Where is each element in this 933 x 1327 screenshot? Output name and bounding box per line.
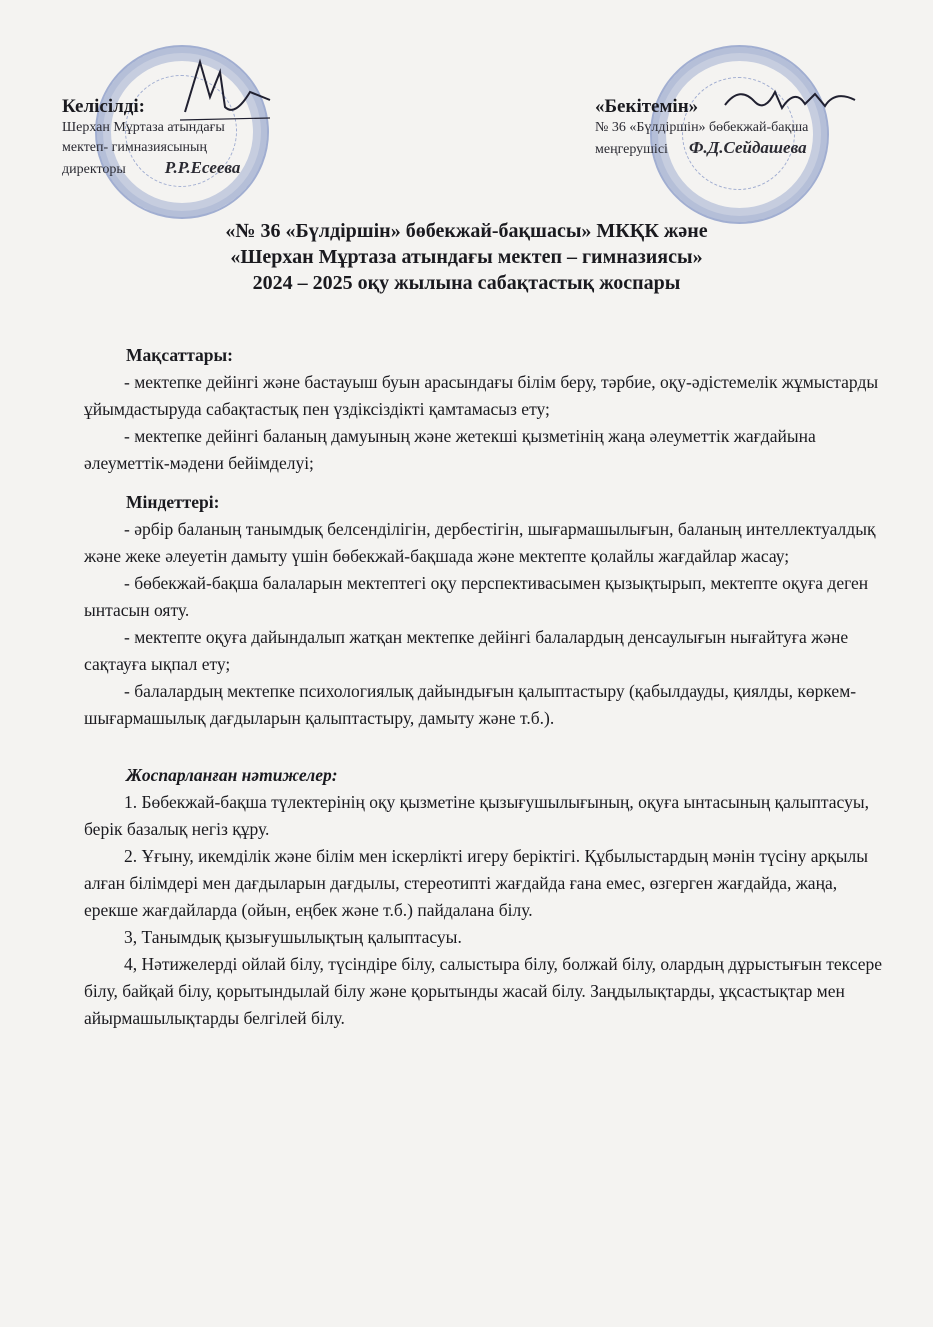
task-item: - балалардың мектепке психологиялық дайындығын қалыптастыру (қабылдауды, қиялды, көркем-шығармашылық дағдыларын қалыптастыру, дамыту және т.б.). — [84, 681, 857, 728]
goals-heading: Мақсаттары: — [126, 345, 234, 365]
tasks-heading: Міндеттері: — [126, 492, 220, 512]
agreed-heading: Келісілді: — [62, 96, 146, 117]
approve-heading: «Бекітемін» — [595, 96, 699, 117]
approve-signatory-name: Ф.Д.Сейдашева — [688, 138, 807, 157]
approval-agreed-block — [62, 96, 322, 180]
document-title — [0, 218, 933, 296]
agreed-signatory-name: Р.Р.Есеева — [164, 158, 241, 177]
task-item: - бөбекжай-бақша балаларын мектептегі оқу перспективасымен қызықтырып, мектепте оқуға деген ынтасын ояту. — [84, 573, 869, 620]
task-item: - мектепте оқуға дайындалып жатқан мектепке дейінгі балалардың денсаулығын нығайтуға және сақтауға ықпал ету; — [84, 627, 849, 674]
result-item: 2. Ұғыну, икемділік және білім мен іскерлікті игеру беріктігі. Құбылыстардың мәнін түсіну арқылы алған білімдері мен дағдыларын дағдылы, стереотипті жағдайда ғана емес, өзгерген жағдайда, жаңа, ерекше жағдайларда (ойын, еңбек және т.б.) пайдалана білу. — [84, 846, 869, 920]
title-line-3: 2024 – 2025 оқу жылына сабақтастық жоспары — [252, 272, 681, 294]
title-line-1: «№ 36 «Бүлдіршін» бөбекжай-бақшасы» МКҚК және — [225, 220, 708, 242]
agreed-position: директоры — [62, 162, 126, 177]
goal-item: - мектепке дейінгі баланың дамуының және жетекші қызметінің жаңа әлеуметтік жағдайына әлеуметтік-мәдени бейімделуі; — [84, 426, 816, 473]
agreed-line-2: мектеп- гимназиясының — [62, 140, 207, 155]
agreed-line-3 — [62, 158, 322, 180]
task-item: - әрбір баланың танымдық белсенділігін, дербестігін, шығармашылығын, баланың интеллектуалдық және жеке әлеуетін дамыту үшін бөбекжай-бақшада және мектепте қолайлы жағдайлар жасау; — [84, 519, 876, 566]
approval-approve-block — [595, 96, 895, 160]
document-body — [84, 330, 884, 1032]
title-line-2: «Шерхан Мұртаза атындағы мектеп – гимназиясы» — [230, 246, 703, 268]
results-heading: Жоспарланған нәтижелер: — [126, 765, 338, 785]
agreed-line-1: Шерхан Мұртаза атындағы — [62, 120, 225, 135]
goal-item: - мектепке дейінгі және бастауыш буын арасындағы білім беру, тәрбие, оқу-әдістемелік жұмыстарды ұйымдастыруда сабақтастық пен үздіксіздікті қамтамасыз ету; — [84, 372, 879, 419]
result-item: 3, Танымдық қызығушылықтың қалыптасуы. — [124, 927, 462, 947]
approve-line-2 — [595, 138, 895, 160]
result-item: 1. Бөбекжай-бақша түлектерінің оқу қызметіне қызығушылығының, оқуға ынтасының қалыптасуы, берік базалық негіз құру. — [84, 792, 869, 839]
approve-line-1: № 36 «Бүлдіршін» бөбекжай-бақша — [595, 120, 809, 135]
result-item: 4, Нәтижелерді ойлай білу, түсіндіре білу, салыстыра білу, болжай білу, олардың дұрыстығын тексере білу, байқай білу, қорытындылай білу және қорытынды жасай білу. Заңдылықтарды, ұқсастықтар мен айырмашылықтарды белгілей білу. — [84, 954, 883, 1028]
approve-position: меңгерушісі — [595, 142, 668, 157]
